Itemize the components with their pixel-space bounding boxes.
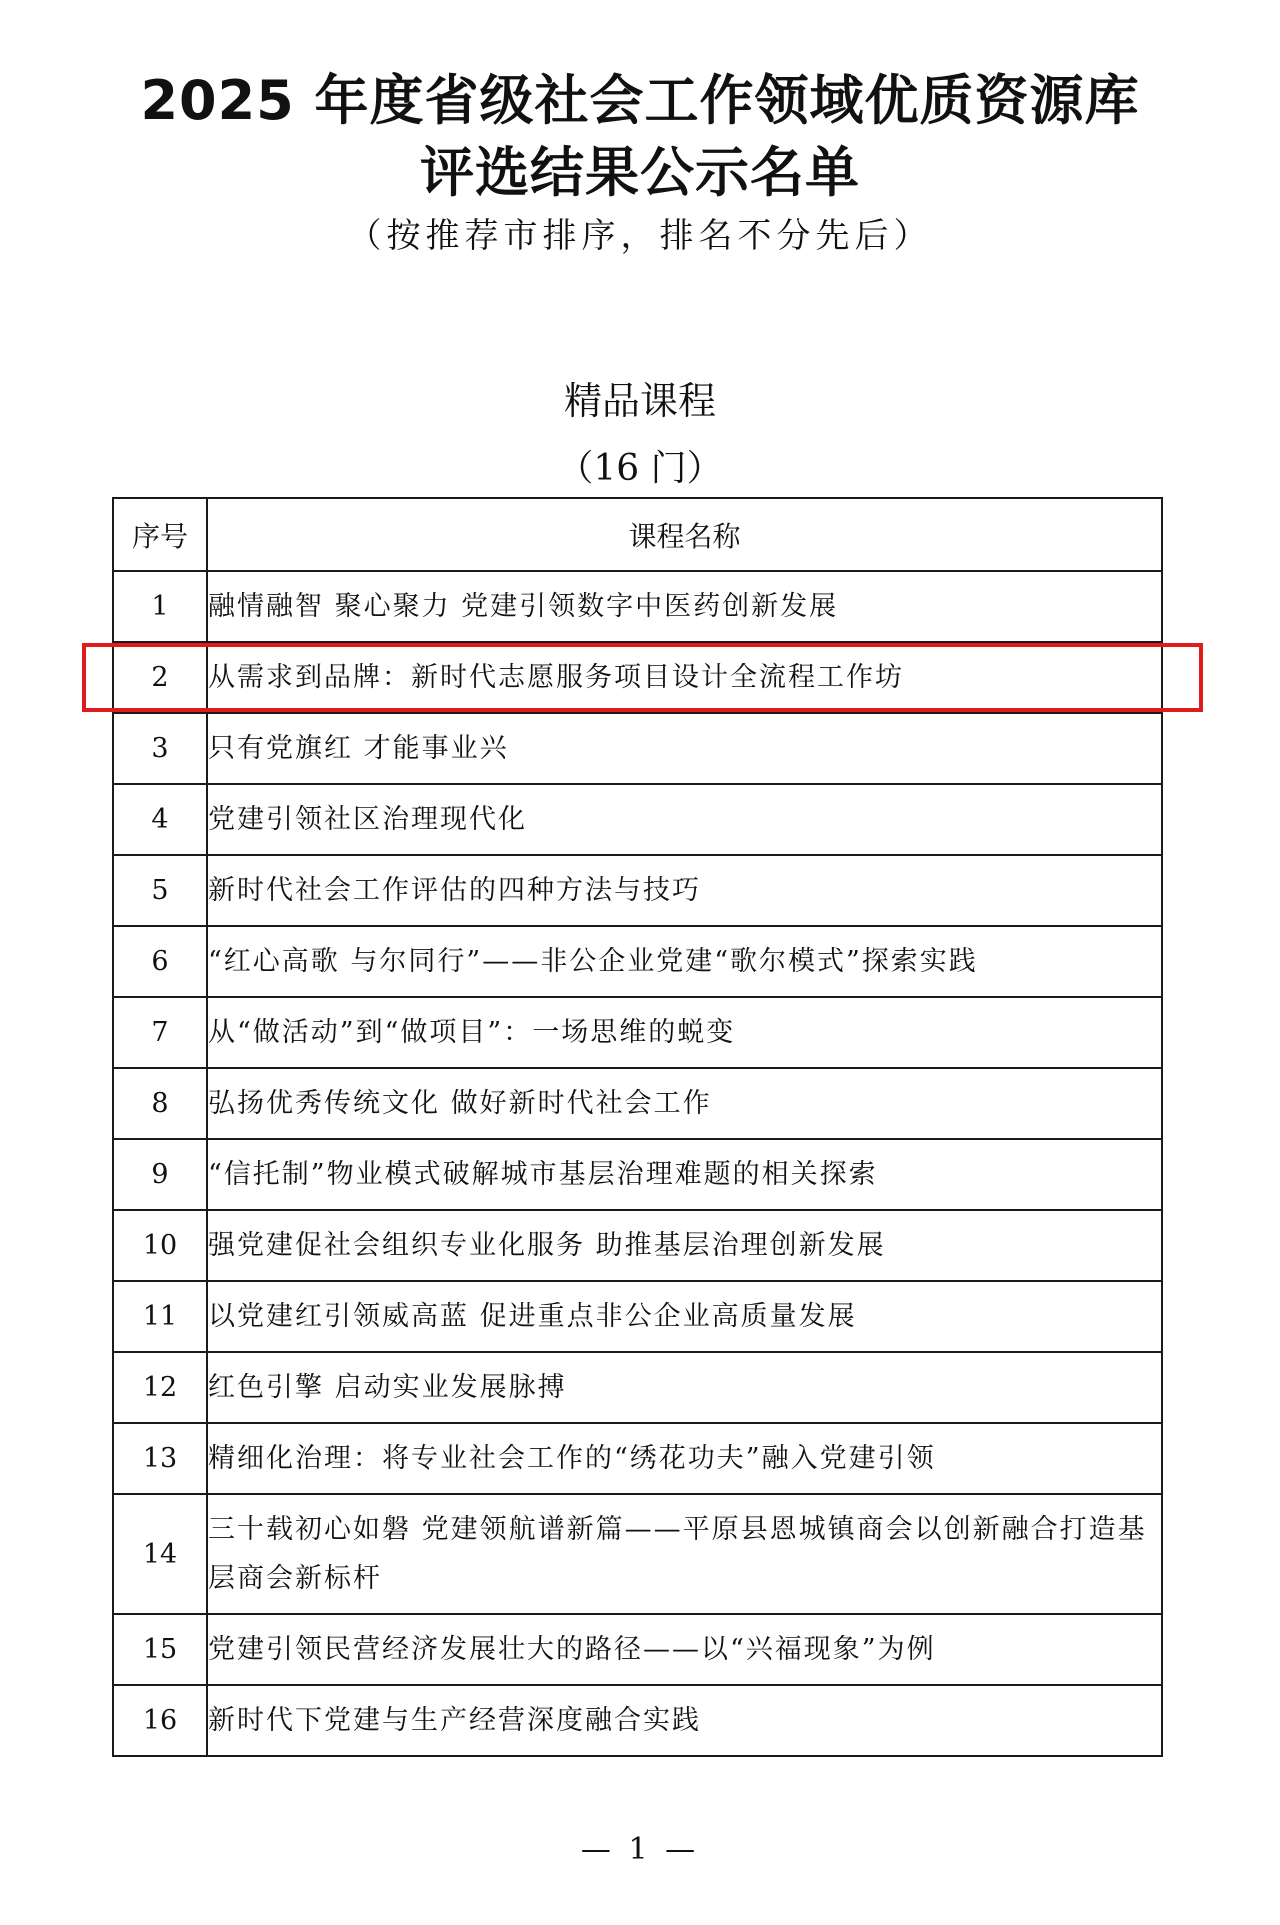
- table-row: [113, 713, 1162, 784]
- course-name: 弘扬优秀传统文化 做好新时代社会工作: [207, 1068, 1162, 1139]
- table-row: [113, 1068, 1162, 1139]
- table-row: [113, 1614, 1162, 1685]
- document-title-line-1: 2025 年度省级社会工作领域优质资源库: [140, 69, 1140, 132]
- course-name: 新时代下党建与生产经营深度融合实践: [207, 1685, 1162, 1756]
- row-index: 16: [113, 1685, 207, 1756]
- course-name: 从“做活动”到“做项目”：一场思维的蜕变: [207, 997, 1162, 1068]
- table-row: [113, 571, 1162, 642]
- row-index: 15: [113, 1614, 207, 1685]
- table-row: [113, 1423, 1162, 1494]
- course-name: 党建引领社区治理现代化: [207, 784, 1162, 855]
- table-header-row: [113, 498, 1162, 571]
- row-index: 7: [113, 997, 207, 1068]
- table-row: [113, 855, 1162, 926]
- course-name: 强党建促社会组织专业化服务 助推基层治理创新发展: [207, 1210, 1162, 1281]
- header-index: 序号: [113, 498, 207, 571]
- section-title: 精品课程: [563, 379, 716, 423]
- course-count: （16 门）: [557, 448, 723, 489]
- row-index: 5: [113, 855, 207, 926]
- table-row: [113, 1352, 1162, 1423]
- header-course-name: 课程名称: [207, 498, 1162, 571]
- table-row: [113, 1494, 1162, 1614]
- table-row: [113, 1281, 1162, 1352]
- table-row: [113, 1139, 1162, 1210]
- row-index: 1: [113, 571, 207, 642]
- table-row: [113, 1685, 1162, 1756]
- course-name: “信托制”物业模式破解城市基层治理难题的相关探索: [207, 1139, 1162, 1210]
- table-row: [113, 642, 1162, 713]
- row-index: 10: [113, 1210, 207, 1281]
- page-number: — 1 —: [580, 1832, 700, 1867]
- course-name: 融情融智 聚心聚力 党建引领数字中医药创新发展: [207, 571, 1162, 642]
- row-index: 8: [113, 1068, 207, 1139]
- course-name: 新时代社会工作评估的四种方法与技巧: [207, 855, 1162, 926]
- document-title-line-2: 评选结果公示名单: [420, 141, 860, 204]
- course-name: 以党建红引领威高蓝 促进重点非公企业高质量发展: [207, 1281, 1162, 1352]
- row-index: 11: [113, 1281, 207, 1352]
- row-index: 13: [113, 1423, 207, 1494]
- table-row: [113, 784, 1162, 855]
- course-name: “红心高歌 与尔同行”——非公企业党建“歌尔模式”探索实践: [207, 926, 1162, 997]
- row-index: 2: [113, 642, 207, 713]
- row-index: 14: [113, 1494, 207, 1614]
- course-table: [112, 497, 1163, 1757]
- course-name: 红色引擎 启动实业发展脉搏: [207, 1352, 1162, 1423]
- table-row: [113, 1210, 1162, 1281]
- row-index: 9: [113, 1139, 207, 1210]
- course-name: 只有党旗红 才能事业兴: [207, 713, 1162, 784]
- row-index: 4: [113, 784, 207, 855]
- table-row: [113, 997, 1162, 1068]
- table-row: [113, 926, 1162, 997]
- course-name: 从需求到品牌：新时代志愿服务项目设计全流程工作坊: [207, 642, 1162, 713]
- row-index: 12: [113, 1352, 207, 1423]
- course-name: 党建引领民营经济发展壮大的路径——以“兴福现象”为例: [207, 1614, 1162, 1685]
- table-body: [113, 571, 1162, 1756]
- document-subtitle: （按推荐市排序，排名不分先后）: [347, 216, 933, 256]
- course-name: 三十载初心如磐 党建领航谱新篇——平原县恩城镇商会以创新融合打造基层商会新标杆: [207, 1494, 1162, 1614]
- row-index: 6: [113, 926, 207, 997]
- course-name: 精细化治理：将专业社会工作的“绣花功夫”融入党建引领: [207, 1423, 1162, 1494]
- row-index: 3: [113, 713, 207, 784]
